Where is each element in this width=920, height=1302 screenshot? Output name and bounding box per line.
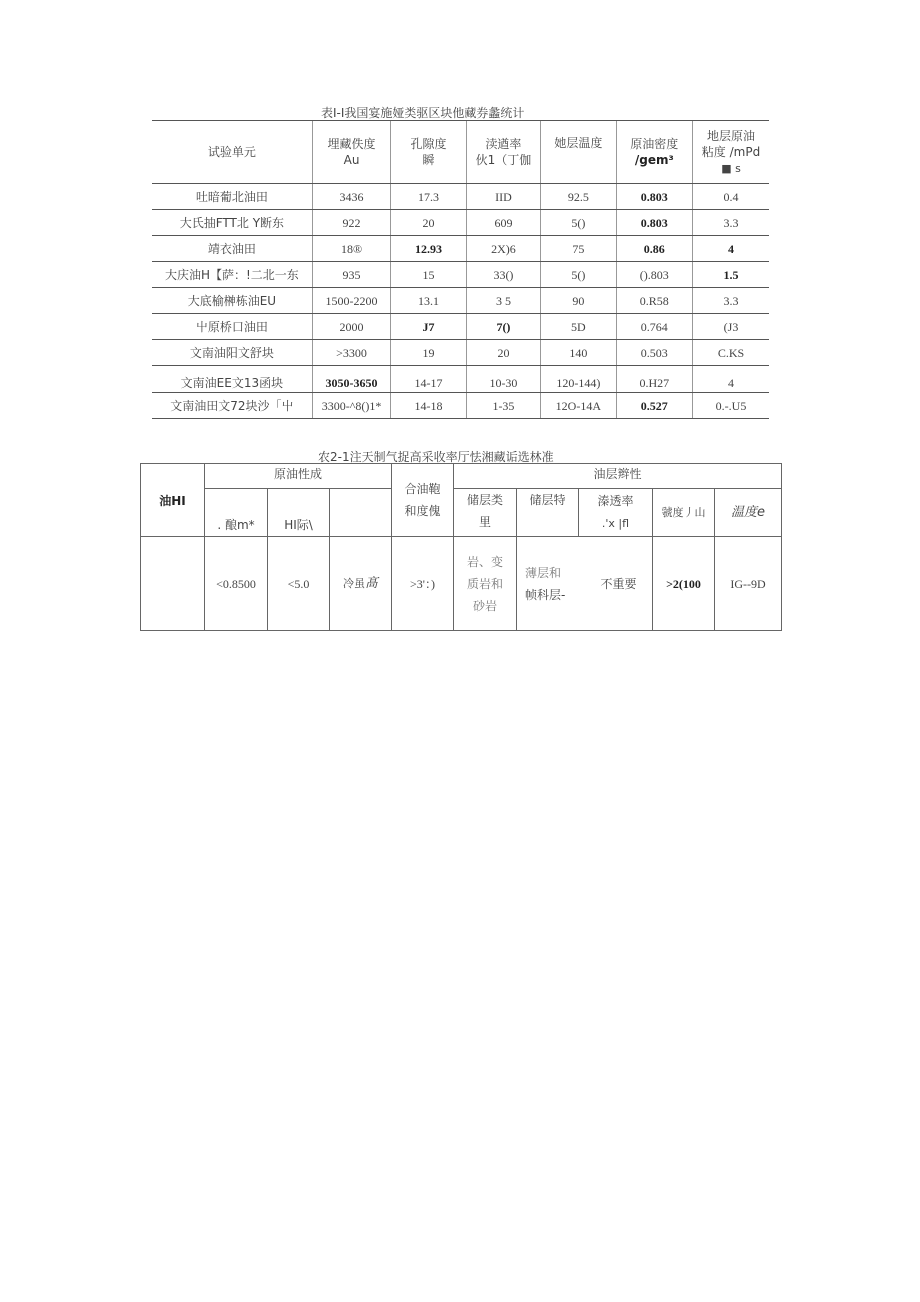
cell-permeability-value: 不重要 (600, 576, 637, 591)
header-oil-properties: 原油性成 (205, 464, 392, 489)
cell-depth: >3300 (312, 340, 391, 366)
cell-temperature: 5() (541, 262, 616, 288)
cell-permeability: 3 5 (466, 288, 540, 314)
header-formation-temperature: 她层温度 (541, 121, 616, 184)
header-oil-field: 油HI (141, 464, 205, 537)
cell-permeability: 20 (466, 340, 540, 366)
cell-unit: 吐暗葡北油田 (152, 184, 312, 210)
cell-viscosity: 0.4 (693, 184, 769, 210)
cell-oil-field (141, 537, 205, 631)
header-density: . 酿m* (205, 489, 268, 537)
table2-header-row-2 (141, 489, 782, 537)
cell-permeability: 2X)6 (466, 236, 540, 262)
cell-porosity: 17.3 (391, 184, 466, 210)
cell-depth: 18® (312, 236, 391, 262)
table-row (152, 340, 769, 366)
reservoir-statistics-table (152, 120, 769, 419)
cell-viscosity: 0.-.U5 (693, 393, 769, 419)
cell-temperature: IG--9D (715, 537, 782, 631)
cell-temperature: 5D (541, 314, 616, 340)
cell-porosity: 12.93 (391, 236, 466, 262)
cell-depth: 3436 (312, 184, 391, 210)
header-oil-saturation: 合油鞄 和度傀 (392, 464, 454, 537)
header-temperature: 温度e (715, 489, 782, 537)
table-row (152, 210, 769, 236)
cell-unit: 文南油EE文13函块 (152, 366, 312, 393)
cell-temperature: 120-144) (541, 366, 616, 393)
cell-depth: 3300-^8()1* (312, 393, 391, 419)
cell-porosity: 20 (391, 210, 466, 236)
cell-permeability: 7() (466, 314, 540, 340)
header-reservoir-type: 储层类 里 (454, 489, 517, 537)
header-test-unit: 试验单元 (152, 121, 312, 184)
header-empty (330, 489, 392, 537)
cell-unit: 大庆油H【萨：!二北一东 (152, 262, 312, 288)
table1-caption: 表I-I我国宴施娅类驱区块他藏券蠡统计 (321, 106, 525, 120)
cell-porosity: 13.1 (391, 288, 466, 314)
cell-permeability: 1-35 (466, 393, 540, 419)
cell-density: 0.803 (616, 184, 692, 210)
table-row (152, 262, 769, 288)
cell-density: ().803 (616, 262, 692, 288)
table1-header-row (152, 121, 769, 184)
cell-depth: 1500-2200 (312, 288, 391, 314)
header-burial-depth: 埋藏佚度 Au (312, 121, 391, 184)
cell-porosity: 14-18 (391, 393, 466, 419)
header-permeability: 渎遒率 伙1（丁伽 (466, 121, 540, 184)
table-row (152, 393, 769, 419)
cell-density: 0.803 (616, 210, 692, 236)
cell-viscosity: 3.3 (693, 210, 769, 236)
cell-unit: 大氏抽FTT北 Y断东 (152, 210, 312, 236)
cell-depth: 922 (312, 210, 391, 236)
cell-depth: 935 (312, 262, 391, 288)
table-row (152, 314, 769, 340)
cell-density: 0.503 (616, 340, 692, 366)
table-row (152, 366, 769, 393)
cell-viscosity: 1.5 (693, 262, 769, 288)
cell-saturation: >3'：) (392, 537, 454, 631)
cell-density: 0.H27 (616, 366, 692, 393)
cell-unit: 屮原桥口油田 (152, 314, 312, 340)
cell-density: 0.764 (616, 314, 692, 340)
cell-permeability: 10-30 (466, 366, 540, 393)
cell-unit: 靖衣油田 (152, 236, 312, 262)
cell-porosity: 15 (391, 262, 466, 288)
table2-data-row (141, 537, 782, 631)
cell-density: <0.8500 (205, 537, 268, 631)
cell-porosity: J7 (391, 314, 466, 340)
cell-density: 0.R58 (616, 288, 692, 314)
cell-reservoir-type: 岩、变 质岩和 砂岩 (454, 537, 517, 631)
table-row (152, 184, 769, 210)
cell-density: 0.527 (616, 393, 692, 419)
cell-composition: 冷虽髙 (330, 537, 392, 631)
screening-criteria-table (140, 463, 782, 631)
cell-viscosity: 4 (693, 236, 769, 262)
header-viscosity: HI际\ (268, 489, 330, 537)
cell-temperature: 90 (541, 288, 616, 314)
cell-porosity: 19 (391, 340, 466, 366)
cell-viscosity: <5.0 (268, 537, 330, 631)
header-depth: 虢度丿山 (653, 489, 715, 537)
cell-reservoir-features: 薄层和 帧科层- 不重要 (517, 537, 653, 631)
header-permeability: 溱透率 .'x |fl (579, 489, 653, 537)
cell-unit: 文南油田文72块沙「屮 (152, 393, 312, 419)
cell-density: 0.86 (616, 236, 692, 262)
cell-temperature: 5() (541, 210, 616, 236)
cell-temperature: 12O-14A (541, 393, 616, 419)
header-oil-viscosity: 地层原油 粘度 /mPd ■ s (693, 121, 769, 184)
cell-depth: 2000 (312, 314, 391, 340)
table2-header-row-1 (141, 464, 782, 489)
cell-viscosity: (J3 (693, 314, 769, 340)
header-reservoir-features: 储层特 (517, 489, 579, 537)
header-oil-density: 原油密度 /gem³ (616, 121, 692, 184)
cell-temperature: 75 (541, 236, 616, 262)
cell-depth: 3050-3650 (312, 366, 391, 393)
cell-viscosity: C.KS (693, 340, 769, 366)
header-reservoir-properties: 油层辫性 (454, 464, 782, 489)
cell-temperature: 140 (541, 340, 616, 366)
cell-permeability: 609 (466, 210, 540, 236)
cell-unit: 文南油阳文舒块 (152, 340, 312, 366)
header-porosity: 孔隙度 瞬 (391, 121, 466, 184)
cell-viscosity: 4 (693, 366, 769, 393)
cell-porosity: 14-17 (391, 366, 466, 393)
cell-permeability: IID (466, 184, 540, 210)
table-row (152, 288, 769, 314)
cell-viscosity: 3.3 (693, 288, 769, 314)
cell-permeability: 33() (466, 262, 540, 288)
cell-depth: >2(100 (653, 537, 715, 631)
table-row (152, 236, 769, 262)
cell-temperature: 92.5 (541, 184, 616, 210)
cell-unit: 大底榆榊栋油EU (152, 288, 312, 314)
table2-caption: 农2-1注天制气捉高采收率厅怯湘藏诟选林准 (318, 450, 554, 464)
